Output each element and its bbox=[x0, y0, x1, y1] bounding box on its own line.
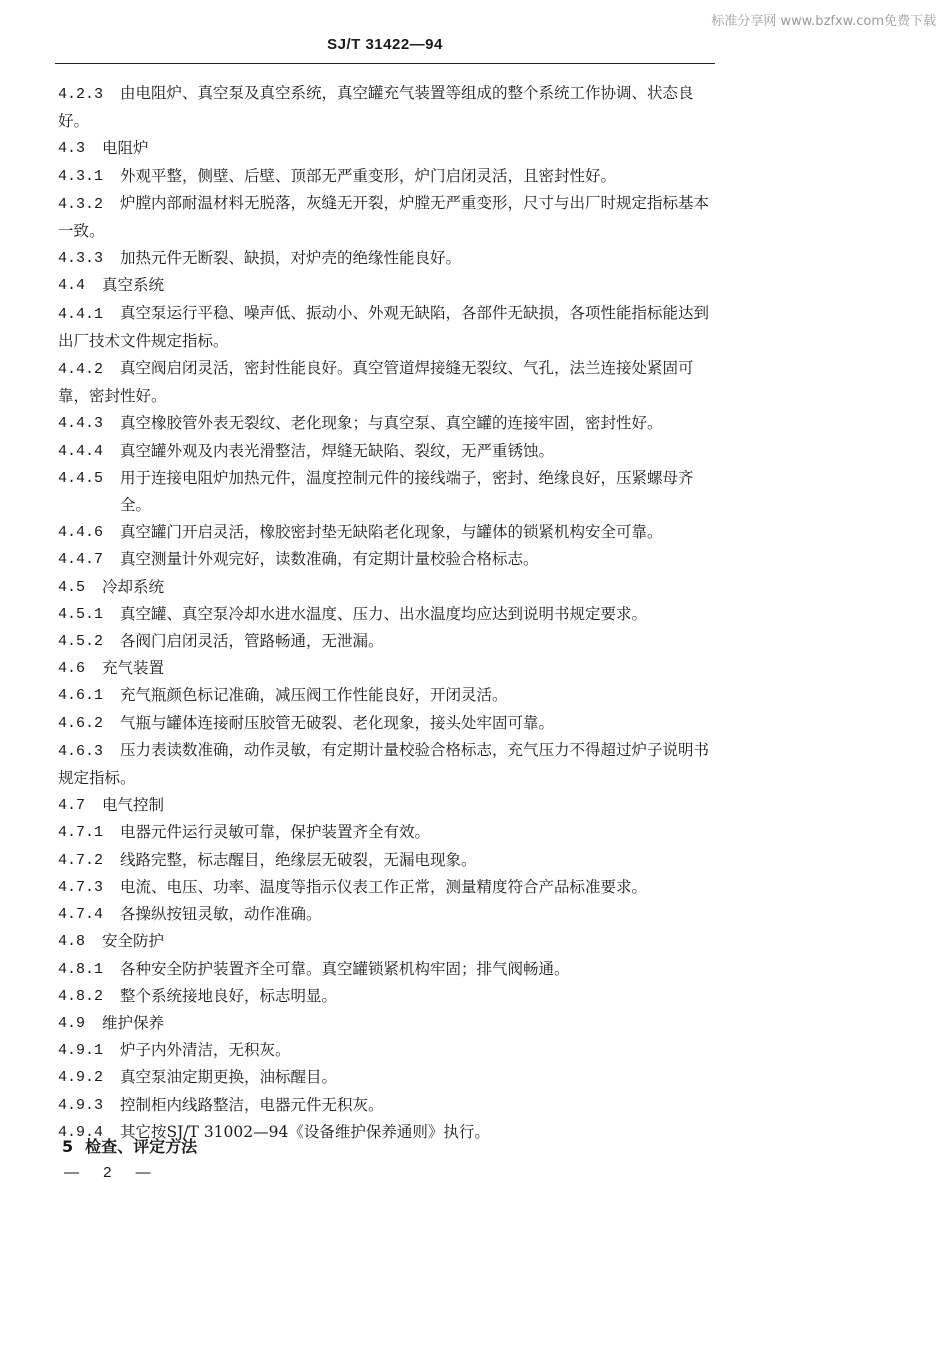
clause-number: 4.4.1 bbox=[58, 305, 104, 323]
clause-text: 真空罐外观及内表光滑整洁，焊缝无缺陷、裂纹，无严重锈蚀。 bbox=[120, 441, 555, 460]
clause-4-6-3 bbox=[58, 737, 716, 792]
clause-text: 充气瓶颜色标记准确，减压阀工作性能良好，开闭灵活。 bbox=[120, 686, 508, 705]
document-body bbox=[58, 80, 716, 1146]
clause-number: 4.9.1 bbox=[58, 1042, 104, 1060]
section-4-8 bbox=[58, 928, 716, 955]
section-number: 4.4 bbox=[58, 277, 86, 295]
chapter-title: 检查、评定方法 bbox=[85, 1137, 198, 1156]
section-number: 4.8 bbox=[58, 933, 86, 951]
page-number: — 2 — bbox=[64, 1164, 161, 1181]
clause-text: 各阀门启闭灵活，管路畅通，无泄漏。 bbox=[120, 632, 384, 651]
clause-text: 炉子内外清洁，无积灰。 bbox=[120, 1041, 291, 1060]
clause-4-8-2 bbox=[58, 983, 716, 1010]
clause-4-6-1 bbox=[58, 682, 716, 709]
section-title: 维护保养 bbox=[102, 1013, 165, 1032]
clause-number: 4.8.1 bbox=[58, 960, 104, 978]
section-4-7 bbox=[58, 792, 716, 819]
clause-4-7-4 bbox=[58, 901, 716, 928]
clause-number: 4.5.2 bbox=[58, 633, 104, 651]
section-title: 冷却系统 bbox=[102, 577, 165, 596]
clause-4-5-1 bbox=[58, 601, 716, 628]
section-number: 4.5 bbox=[58, 578, 86, 596]
section-number: 4.6 bbox=[58, 660, 86, 678]
section-4-6 bbox=[58, 655, 716, 682]
clause-4-7-1 bbox=[58, 819, 716, 846]
clause-4-4-2 bbox=[58, 355, 716, 410]
clause-4-4-3 bbox=[58, 410, 716, 437]
clause-number: 4.4.3 bbox=[58, 415, 104, 433]
clause-4-8-1 bbox=[58, 956, 716, 983]
clause-number: 4.8.2 bbox=[58, 987, 104, 1005]
clause-number: 4.9.2 bbox=[58, 1069, 104, 1087]
document-code-header: SJ/T 31422—94 bbox=[327, 36, 443, 53]
section-title: 真空系统 bbox=[102, 276, 165, 295]
clause-text: 各操纵按钮灵敏，动作准确。 bbox=[120, 905, 322, 924]
clause-number: 4.7.4 bbox=[58, 906, 104, 924]
section-number: 4.9 bbox=[58, 1014, 86, 1032]
clause-number: 4.2.3 bbox=[58, 86, 104, 103]
clause-4-4-7 bbox=[58, 546, 716, 573]
clause-text: 真空泵油定期更换，油标醒目。 bbox=[120, 1068, 338, 1087]
section-4-9 bbox=[58, 1010, 716, 1037]
clause-number: 4.4.5 bbox=[58, 469, 104, 487]
clause-number: 4.7.1 bbox=[58, 824, 104, 842]
clause-number: 4.3.3 bbox=[58, 250, 104, 268]
clause-number: 4.9.3 bbox=[58, 1096, 104, 1114]
clause-text: 真空泵运行平稳、噪声低、振动小、外观无缺陷，各部件无缺损，各项性能指标能达到出厂技术文件规定指标。 bbox=[58, 303, 710, 350]
clause-number: 4.4.7 bbox=[58, 551, 104, 569]
clause-text: 各种安全防护装置齐全可靠。真空罐锁紧机构牢固；排气阀畅通。 bbox=[120, 959, 570, 978]
clause-4-9-3 bbox=[58, 1092, 716, 1119]
watermark-text: 标准分享网 www.bzfxw.com免费下载 bbox=[711, 14, 936, 29]
clause-text: 用于连接电阻炉加热元件，温度控制元件的接线端子，密封、绝缘良好，压紧螺母齐全。 bbox=[120, 468, 694, 515]
clause-4-9-1 bbox=[58, 1037, 716, 1064]
clause-number: 4.7.2 bbox=[58, 851, 104, 869]
clause-4-4-1 bbox=[58, 300, 716, 355]
clause-number: 4.4.4 bbox=[58, 442, 104, 460]
clause-4-9-2 bbox=[58, 1064, 716, 1091]
clause-4-7-3 bbox=[58, 874, 716, 901]
clause-text: 压力表读数准确，动作灵敏，有定期计量校验合格标志，充气压力不得超过炉子说明书规定指标。 bbox=[58, 740, 710, 788]
clause-number: 4.5.1 bbox=[58, 605, 104, 623]
clause-number: 4.3.1 bbox=[58, 167, 104, 185]
clause-number: 4.6.1 bbox=[58, 687, 104, 705]
section-title: 电阻炉 bbox=[102, 139, 149, 158]
section-4-4 bbox=[58, 272, 716, 299]
clause-text: 真空罐、真空泵冷却水进水温度、压力、出水温度均应达到说明书规定要求。 bbox=[120, 604, 648, 623]
clause-text: 其它按SJ/T 31002—94《设备维护保养通则》执行。 bbox=[120, 1122, 490, 1141]
section-4-5 bbox=[58, 574, 716, 601]
section-title: 电气控制 bbox=[102, 796, 165, 815]
clause-4-2-3 bbox=[58, 80, 716, 135]
clause-4-4-5 bbox=[58, 465, 716, 519]
clause-text: 加热元件无断裂、缺损，对炉壳的绝缘性能良好。 bbox=[120, 249, 462, 268]
clause-number: 4.6.3 bbox=[58, 742, 104, 760]
clause-text: 真空罐门开启灵活，橡胶密封垫无缺陷老化现象，与罐体的锁紧机构安全可靠。 bbox=[120, 523, 663, 542]
clause-4-3-3 bbox=[58, 245, 716, 272]
clause-text: 真空阀启闭灵活，密封性能良好。真空管道焊接缝无裂纹、气孔，法兰连接处紧固可靠，密封性好。 bbox=[58, 359, 694, 406]
clause-4-6-2 bbox=[58, 710, 716, 737]
section-title: 安全防护 bbox=[102, 932, 165, 951]
clause-text: 电器元件运行灵敏可靠，保护装置齐全有效。 bbox=[120, 823, 431, 842]
clause-text: 线路完整，标志醒目，绝缘层无破裂，无漏电现象。 bbox=[120, 850, 477, 869]
clause-number: 4.6.2 bbox=[58, 714, 104, 732]
section-number: 4.3 bbox=[58, 140, 86, 158]
clause-text: 由电阻炉、真空泵及真空系统，真空罐充气装置等组成的整个系统工作协调、状态良好。 bbox=[58, 84, 694, 131]
clause-text: 整个系统接地良好，标志明显。 bbox=[120, 986, 338, 1005]
clause-text: 控制柜内线路整洁，电器元件无积灰。 bbox=[120, 1095, 384, 1114]
clause-text: 真空橡胶管外表无裂纹、老化现象；与真空泵、真空罐的连接牢固，密封性好。 bbox=[120, 414, 663, 433]
clause-text: 外观平整，侧壁、后壁、顶部无严重变形，炉门启闭灵活，且密封性好。 bbox=[120, 166, 617, 185]
section-4-3 bbox=[58, 135, 716, 162]
clause-4-4-4 bbox=[58, 438, 716, 465]
clause-4-5-2 bbox=[58, 628, 716, 655]
section-title: 充气装置 bbox=[102, 659, 165, 678]
clause-text: 炉膛内部耐温材料无脱落，灰缝无开裂，炉膛无严重变形，尺寸与出厂时规定指标基本一致。 bbox=[58, 193, 710, 241]
clause-4-7-2 bbox=[58, 847, 716, 874]
clause-number: 4.4.2 bbox=[58, 361, 104, 379]
chapter-heading bbox=[62, 1134, 197, 1157]
section-number: 4.7 bbox=[58, 797, 86, 815]
clause-number: 4.4.6 bbox=[58, 524, 104, 542]
clause-number: 4.3.2 bbox=[58, 195, 104, 213]
clause-number: 4.7.3 bbox=[58, 878, 104, 896]
chapter-number: 5 bbox=[62, 1137, 74, 1156]
clause-number: 4.9.4 bbox=[58, 1123, 104, 1141]
clause-text: 真空测量计外观完好，读数准确，有定期计量校验合格标志。 bbox=[120, 550, 539, 569]
header-rule bbox=[55, 63, 715, 64]
clause-text: 电流、电压、功率、温度等指示仪表工作正常，测量精度符合产品标准要求。 bbox=[120, 877, 648, 896]
clause-4-3-1 bbox=[58, 163, 716, 190]
clause-text: 气瓶与罐体连接耐压胶管无破裂、老化现象，接头处牢固可靠。 bbox=[120, 713, 555, 732]
clause-4-4-6 bbox=[58, 519, 716, 546]
clause-4-3-2 bbox=[58, 190, 716, 245]
